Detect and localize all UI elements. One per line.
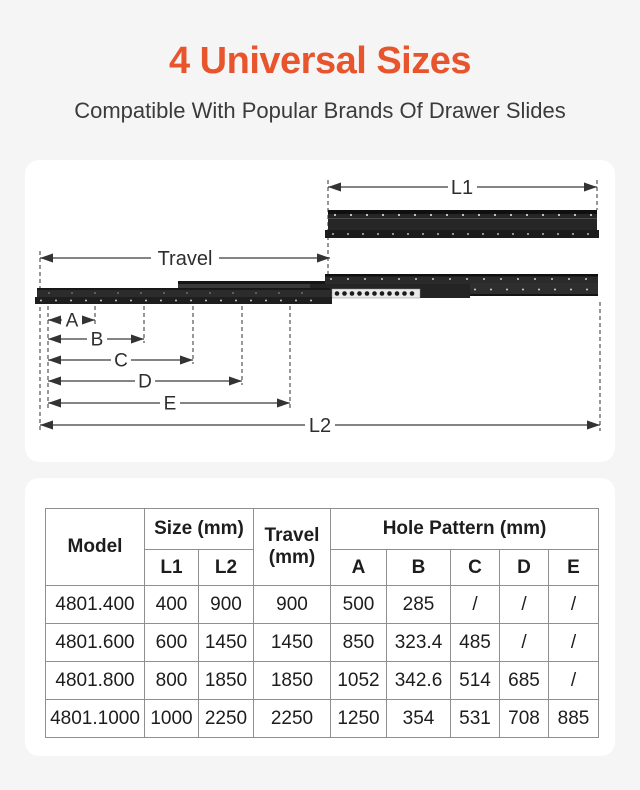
cell-travel: 2250 [254,700,331,738]
cell-e: / [549,624,599,662]
col-header-a: A [331,550,387,586]
cell-d: 708 [500,700,549,738]
cell-b: 285 [387,586,451,624]
l2-dimension-label: L2 [308,415,332,437]
cell-travel: 900 [254,586,331,624]
col-header-model: Model [46,509,145,586]
col-header-b: B [387,550,451,586]
page-subtitle: Compatible With Popular Brands Of Drawer Slides [74,98,566,123]
closed-slide-illustration [325,210,599,238]
cell-l2: 1450 [199,624,254,662]
cell-l2: 2250 [199,700,254,738]
cell-c: 531 [451,700,500,738]
table-row [46,662,599,700]
col-header-c: C [451,550,500,586]
a-dimension-label: A [65,310,79,332]
extended-slide-illustration [35,274,598,304]
header-section [0,0,640,124]
cell-c: 485 [451,624,500,662]
col-header-d: D [500,550,549,586]
cell-model: 4801.600 [46,624,145,662]
col-header-l2: L2 [199,550,254,586]
drawer-slide-diagram [25,160,615,462]
cell-b: 354 [387,700,451,738]
cell-travel: 1850 [254,662,331,700]
table-row [46,700,599,738]
cell-d: 685 [500,662,549,700]
cell-d: / [500,624,549,662]
cell-d: / [500,586,549,624]
d-dimension-label: D [138,371,152,393]
cell-e: / [549,586,599,624]
cell-c: / [451,586,500,624]
col-header-e: E [549,550,599,586]
travel-dimension-label: Travel [157,248,213,270]
cell-b: 323.4 [387,624,451,662]
cell-l2: 1850 [199,662,254,700]
cell-l1: 600 [145,624,199,662]
cell-a: 1052 [331,662,387,700]
cell-l2: 900 [199,586,254,624]
cell-model: 4801.800 [46,662,145,700]
cell-c: 514 [451,662,500,700]
cell-a: 850 [331,624,387,662]
cell-a: 500 [331,586,387,624]
cell-a: 1250 [331,700,387,738]
col-header-l1: L1 [145,550,199,586]
page-title: 4 Universal Sizes [168,40,471,82]
e-dimension-label: E [163,393,177,415]
c-dimension-label: C [114,350,128,372]
table-row [46,624,599,662]
spec-table-panel [25,478,615,756]
cell-l1: 1000 [145,700,199,738]
cell-model: 4801.400 [46,586,145,624]
b-dimension-label: B [90,329,104,351]
cell-b: 342.6 [387,662,451,700]
cell-e: 885 [549,700,599,738]
dimension-diagram-panel [25,160,615,462]
table-row [46,586,599,624]
cell-e: / [549,662,599,700]
cell-travel: 1450 [254,624,331,662]
col-header-hole-pattern: Hole Pattern (mm) [331,509,599,550]
cell-l1: 400 [145,586,199,624]
l1-dimension-label: L1 [450,177,474,199]
spec-table [45,508,599,738]
cell-model: 4801.1000 [46,700,145,738]
col-header-size: Size (mm) [145,509,254,550]
col-header-travel: Travel (mm) [254,509,331,586]
cell-l1: 800 [145,662,199,700]
